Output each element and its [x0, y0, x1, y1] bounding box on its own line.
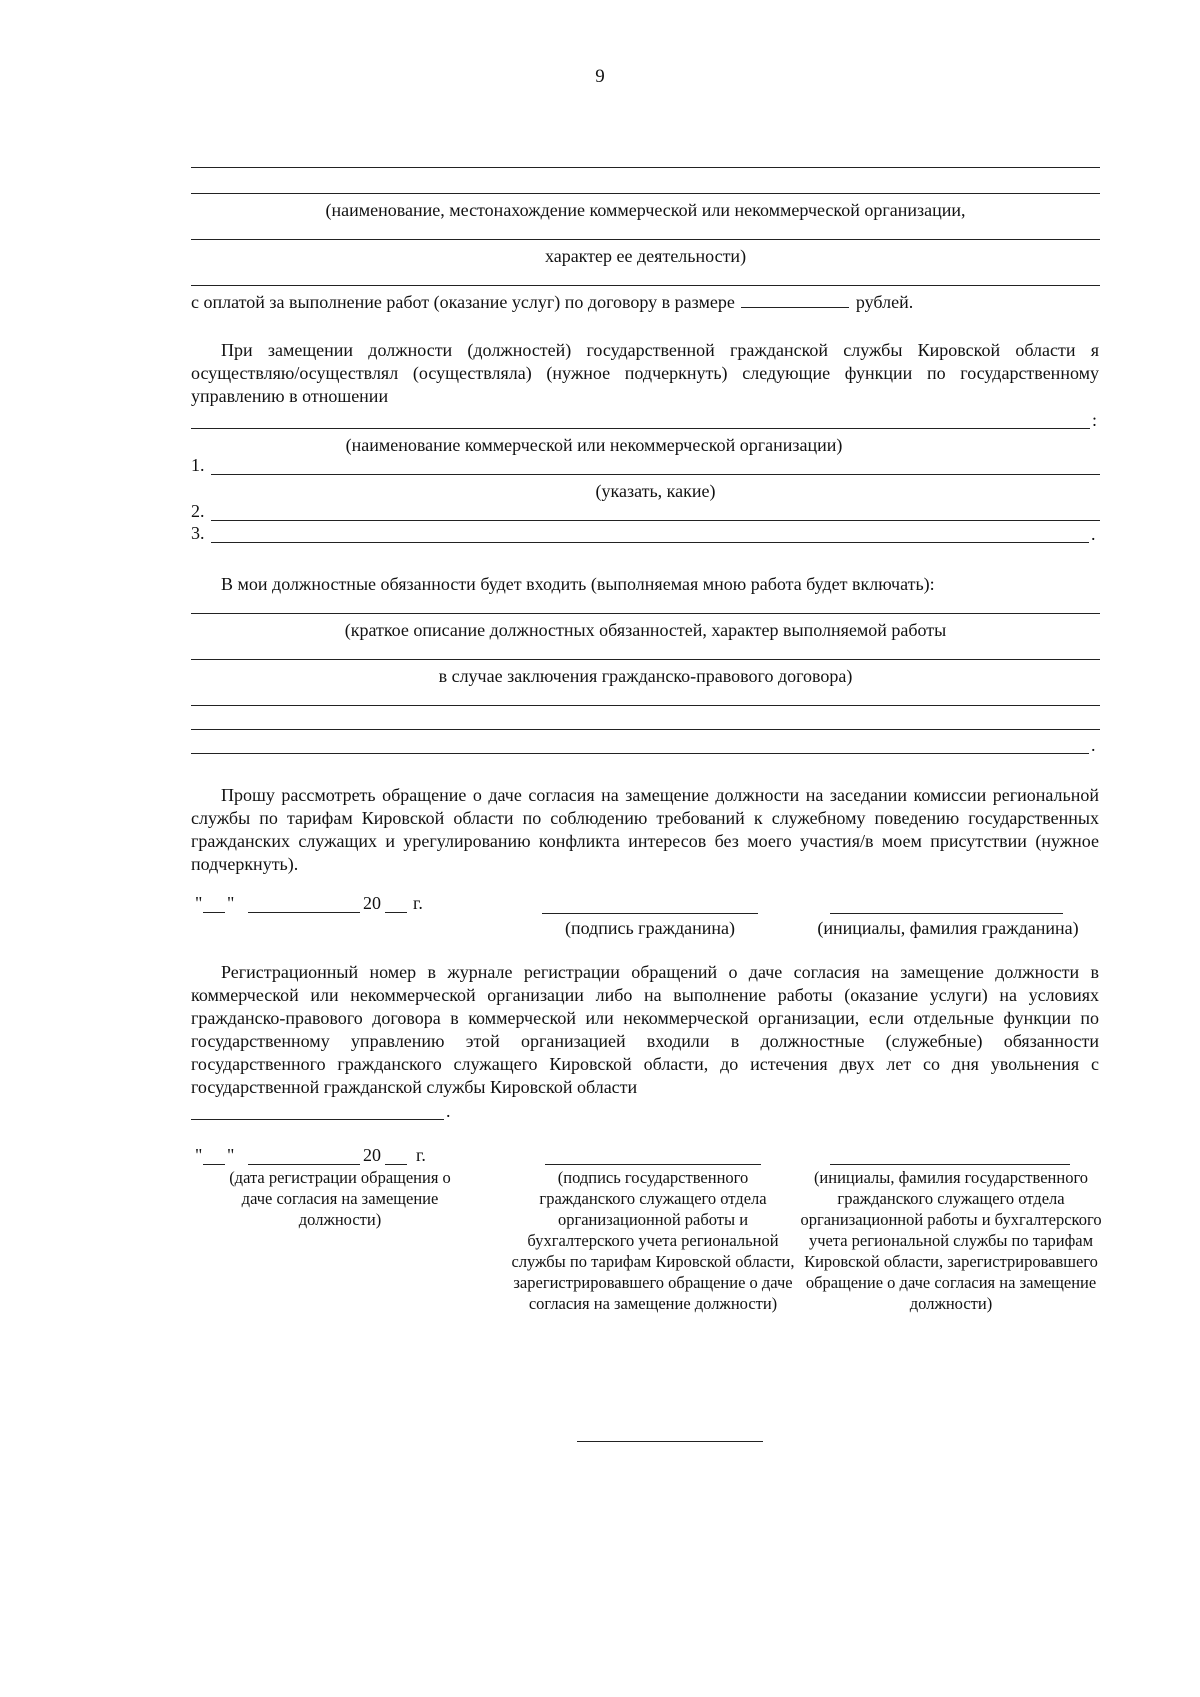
name-caption: (инициалы, фамилия гражданина): [817, 918, 1079, 938]
fill-line: [211, 520, 1100, 521]
fill-line: [191, 428, 1090, 429]
contract-caption: в случае заключения гражданско-правового договора): [438, 666, 853, 686]
clerk-signature-caption: (подпись государственного гражданского служащего отдела организационной работы и бухгалтерского учета региональной службы по тарифам Кировской области, зарегистрировавшего обращение о даче согласия на замещение должности): [511, 1168, 795, 1313]
date-year: 20: [363, 893, 381, 913]
which-caption: (указать, какие): [595, 481, 716, 501]
signature-line: [542, 913, 758, 914]
quote-open: ": [195, 1145, 203, 1165]
payment-suffix: рублей.: [855, 292, 914, 312]
item-number: 2.: [191, 501, 205, 521]
activity-caption: характер ее деятельности): [544, 246, 747, 266]
registration-paragraph: Регистрационный номер в журнале регистрации обращений о даче согласия на замещение должности в коммерческой или некоммерческой организации либо на выполнение работы (оказание услуги) на условиях гражданско-правового договора в коммерческой или некоммерческой организации, если отдельные функции по государственному управлению этой организацией входили в должностные (служебные) обязанности государственного гражданского служащего Кировской области, до истечения двух лет со дня увольнения с государственной гражданской службы Кировской области: [191, 962, 1099, 1097]
end-dot: .: [1091, 735, 1096, 755]
fill-line: [211, 542, 1089, 543]
fill-line: [191, 613, 1100, 614]
fill-line: [191, 659, 1100, 660]
reg-number-line: [191, 1119, 444, 1120]
quote-open: ": [195, 893, 203, 913]
fill-line: [191, 753, 1089, 754]
duties-paragraph: В мои должностные обязанности будет входить (выполняемая мною работа будет включать):: [221, 574, 935, 594]
organization-caption: (наименование, местонахождение коммерческой или некоммерческой организации,: [325, 200, 966, 220]
page-number: 9: [595, 66, 605, 87]
date-year: 20: [363, 1145, 381, 1165]
functions-paragraph: При замещении должности (должностей) государственной гражданской службы Кировской области я осуществляю/осуществлял (осуществляла) (нужное подчеркнуть) следующие функции по государственному управлению в отношении: [191, 340, 1099, 406]
signature-caption: (подпись гражданина): [564, 918, 736, 938]
clerk-name-line: [830, 1164, 1070, 1165]
fill-line: [191, 193, 1100, 194]
colon-mark: :: [1092, 410, 1098, 430]
clerk-signature-line: [545, 1164, 761, 1165]
day-blank: [203, 1164, 225, 1165]
item-number: 3.: [191, 523, 205, 543]
fill-line: [191, 239, 1100, 240]
quote-close: ": [227, 1145, 235, 1165]
name-line: [830, 913, 1063, 914]
year-blank: [385, 912, 407, 913]
registration-date-caption: (дата регистрации обращения о даче согласия на замещение должности): [229, 1168, 451, 1229]
quote-close: ": [227, 893, 235, 913]
org-name-caption: (наименование коммерческой или некоммерческой организации): [345, 435, 843, 455]
request-paragraph: Прошу рассмотреть обращение о даче согласия на замещение должности на заседании комиссии региональной службы по тарифам Кировской области по соблюдению требований к служебному поведению государственных гражданских служащих и урегулированию конфликта интересов без моего участия/в моем присутствии (нужное подчеркнуть).: [191, 785, 1099, 874]
end-dot: .: [1091, 524, 1096, 544]
fill-line: [191, 167, 1100, 168]
item-number: 1.: [191, 455, 205, 475]
fill-line: [191, 285, 1100, 286]
end-dot: .: [446, 1101, 451, 1121]
payment-prefix: с оплатой за выполнение работ (оказание услуг) по договору в размере: [191, 292, 735, 312]
month-blank: [248, 1164, 360, 1165]
fill-line: [191, 729, 1100, 730]
payment-amount-blank: [741, 291, 849, 308]
closing-separator: [577, 1441, 763, 1442]
date-suffix: г.: [416, 1145, 426, 1165]
date-suffix: г.: [413, 893, 423, 913]
fill-line: [191, 705, 1100, 706]
fill-line: [211, 474, 1100, 475]
duties-caption: (краткое описание должностных обязанностей, характер выполняемой работы: [344, 620, 947, 640]
payment-line: [191, 291, 913, 313]
year-blank: [385, 1164, 407, 1165]
day-blank: [203, 912, 225, 913]
month-blank: [248, 912, 360, 913]
clerk-name-caption: (инициалы, фамилия государственного гражданского служащего отдела организационной работы и бухгалтерского учета региональной службы по тарифам Кировской области, зарегистрировавшего обращение о даче согласия на замещение должности): [800, 1168, 1102, 1313]
